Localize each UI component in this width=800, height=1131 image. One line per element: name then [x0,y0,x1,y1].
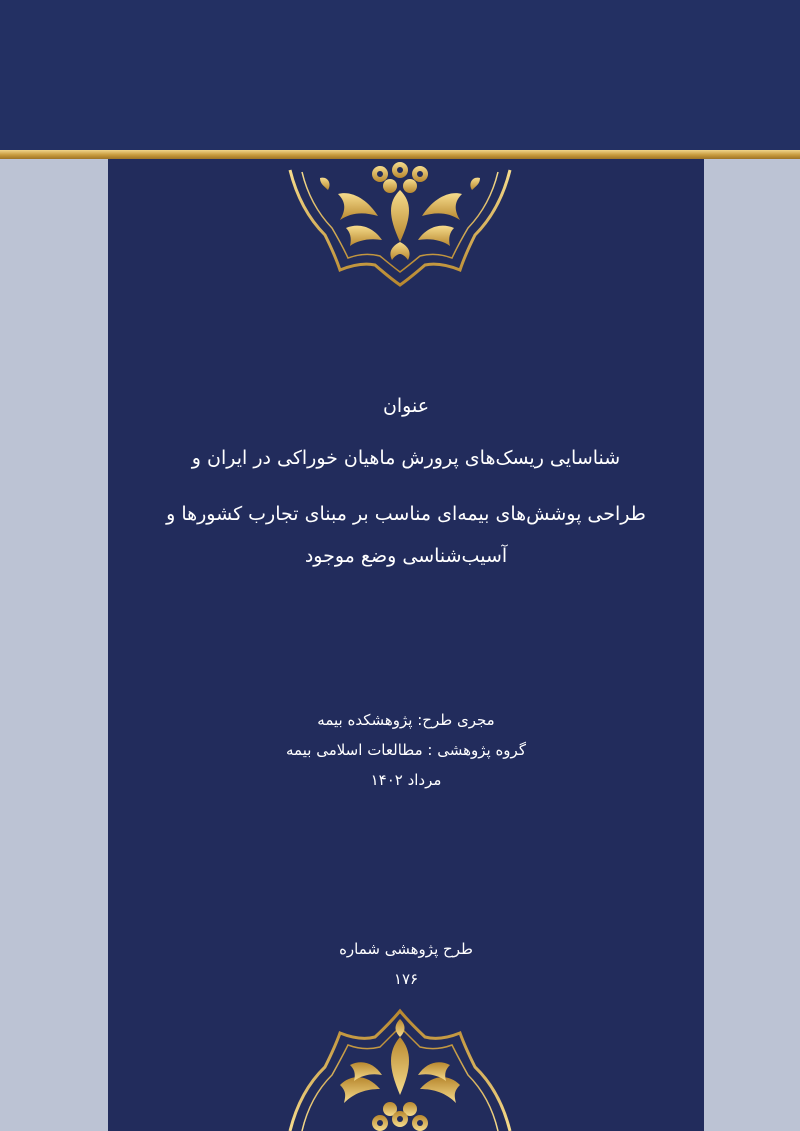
research-group: گروه پژوهشی : مطالعات اسلامی بیمه [286,741,526,759]
header-band [0,0,800,150]
project-label: طرح پژوهشی شماره [339,940,473,958]
title-line-1: شناسایی ریسک‌های پرورش ماهیان خوراکی در ایران و [191,447,621,469]
rosette-ornament-bottom-icon [280,1005,520,1131]
title-line-2: طراحی پوشش‌های بیمه‌ای مناسب بر مبنای تجارب کشورها و [166,503,646,525]
title-label: عنوان [382,395,430,417]
rosette-ornament-top-icon [280,150,520,290]
project-executor: مجری طرح: پژوهشکده بیمه [317,711,495,729]
project-number: ۱۷۶ [393,970,419,988]
publication-date: مرداد ۱۴۰۲ [370,771,442,789]
title-line-3: آسیب‌شناسی وضع موجود [304,545,508,567]
